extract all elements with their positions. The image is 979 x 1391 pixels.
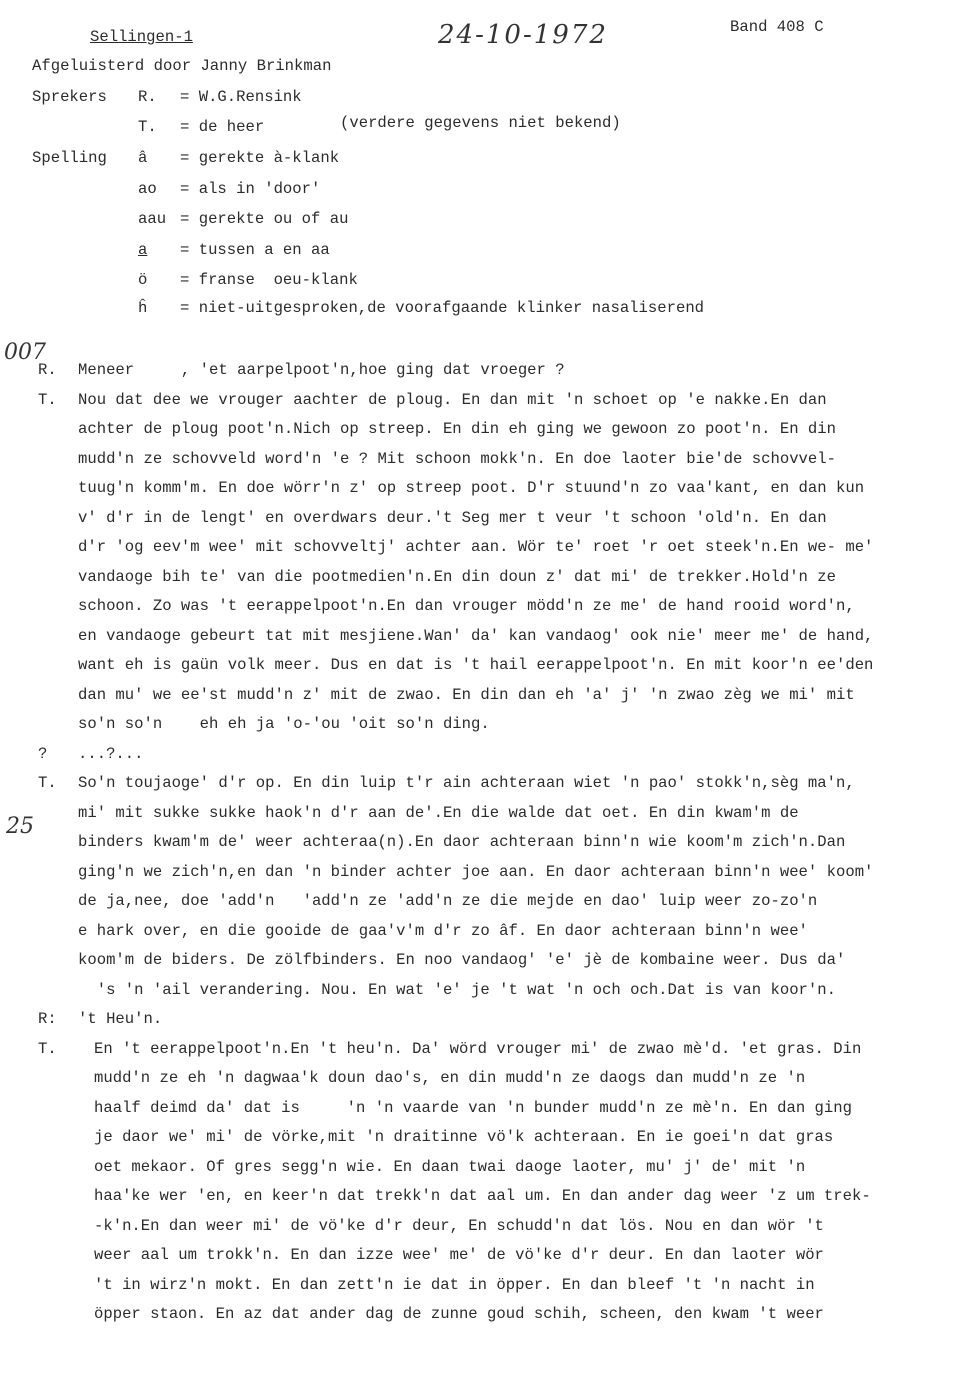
speaker-marker: T. <box>38 390 57 409</box>
speaker-marker: T. <box>38 1039 57 1058</box>
transcript-line: 't in wirz'n mokt. En dan zett'n ie dat in öpper. En dan bleef 't 'n nacht in <box>94 1275 815 1294</box>
transcript-line: -k'n.En dan weer mi' de vö'ke d'r deur, En schudd'n dat lös. Nou en dan wör 't <box>94 1216 824 1235</box>
transcript-line: ...?... <box>78 744 144 763</box>
margin-counter-note: 25 <box>6 814 34 839</box>
transcript-line: want eh is gaün volk meer. Dus en dat is 't hail eerappelpoot'n. En mit koor'n ee'den <box>78 656 874 674</box>
transcript-line: 's 'n 'ail verandering. Nou. En wat 'e' je 't wat 'n och och.Dat is van koor'n. <box>78 980 836 999</box>
spelling-desc: = franse oeu-klank <box>180 271 358 289</box>
spelling-code: ao <box>138 180 157 198</box>
transcript-line: so'n so'n eh eh ja 'o-'ou 'oit so'n ding. <box>78 715 490 733</box>
spelling-desc: = gerekte à-klank <box>180 149 340 167</box>
speaker-desc: = de heer <box>180 118 265 136</box>
handwritten-date: 24-10-1972 <box>438 20 608 50</box>
speaker-marker: R. <box>38 361 57 379</box>
speaker-marker: R: <box>38 1010 57 1028</box>
spelling-desc: = als in 'door' <box>180 180 321 198</box>
transcript-line: ging'n we zich'n,en dan 'n binder achter joe aan. En daor achteraan binn'n wee' koom' <box>78 862 874 881</box>
transcript-line: achter de ploug poot'n.Nich op streep. En din eh ging we gewoon zo poot'n. En din <box>78 420 836 438</box>
speaker-code: R. <box>138 88 157 106</box>
transcript-line: tuug'n komm'm. En doe wörr'n z' op streep poot. D'r stuund'n zo vaa'kant, en dan kun <box>78 479 865 497</box>
speaker-code: T. <box>138 118 157 136</box>
spelling-label: Spelling <box>32 149 107 167</box>
transcript-line: öpper staon. En az dat ander dag de zunne goud schih, scheen, den kwam 't weer <box>94 1305 824 1323</box>
transcript-line: haa'ke wer 'en, en keer'n dat trekk'n dat aal um. En dan ander dag weer 'z um trek- <box>94 1187 871 1205</box>
transcript-line: Meneer , 'et aarpelpoot'n,hoe ging dat vroeger ? <box>78 361 565 379</box>
transcript-line: oet mekaor. Of gres segg'n wie. En daan twai daoge laoter, mu' j' de' mit 'n <box>94 1157 806 1176</box>
transcript-line: de ja,nee, doe 'add'n 'add'n ze 'add'n ze die mejde en dao' luip weer zo-zo'n <box>78 892 818 910</box>
transcript-line: En 't eerappelpoot'n.En 't heu'n. Da' wörd vrouger mi' de zwao mè'd. 'et gras. Din <box>94 1039 862 1058</box>
spelling-code: â <box>138 149 148 167</box>
transcript-line: vandaoge bih te' van die pootmedien'n.En din doun z' dat mi' de trekker.Hold'n ze <box>78 567 836 586</box>
transcript-line: schoon. Zo was 't eerappelpoot'n.En dan vrouger mödd'n ze me' de hand rooid word'n, <box>78 597 855 615</box>
transcript-line: mi' mit sukke sukke haok'n d'r aan de'.En die walde dat oet. En din kwam'm de <box>78 803 799 822</box>
spelling-code: ĥ <box>138 299 148 317</box>
transcript-line: koom'm de biders. De zölfbinders. En noo vandaog' 'e' jè de kombaine weer. Dus da' <box>78 951 846 969</box>
speaker-marker: T. <box>38 774 57 792</box>
transcript-line: en vandaoge gebeurt tat mit mesjiene.Wan' da' kan vandaog' ook nie' meer me' de hand, <box>78 626 874 645</box>
speaker-desc: = W.G.Rensink <box>180 88 302 106</box>
margin-counter-note: 007 <box>4 340 46 365</box>
transcript-line: So'n toujaoge' d'r op. En din luip t'r ain achteraan wiet 'n pao' stokk'n,sèg ma'n, <box>78 774 855 792</box>
speaker-note: (verdere gegevens niet bekend) <box>340 114 621 132</box>
document-title: Sellingen-1 <box>90 28 193 46</box>
transcript-line: 't Heu'n. <box>78 1010 163 1028</box>
transcript-line: d'r 'og eev'm wee' mit schovveltj' achter aan. Wör te' roet 'r oet steek'n.En we- me' <box>78 538 874 556</box>
band-number: Band 408 C <box>730 18 824 36</box>
spelling-desc: = tussen a en aa <box>180 241 330 259</box>
transcript-line: dan mu' we ee'st mudd'n z' mit de zwao. En din dan eh 'a' j' 'n zwao zèg we mi' mit <box>78 685 855 704</box>
transcript-line: mudd'n ze eh 'n dagwaa'k doun dao's, en din mudd'n ze daogs dan mudd'n ze 'n <box>94 1069 806 1087</box>
transcript-line: Nou dat dee we vrouger aachter de ploug. En dan mit 'n schoet op 'e nakke.En dan <box>78 390 827 409</box>
speakers-label: Sprekers <box>32 88 107 106</box>
spelling-code: aau <box>138 210 167 228</box>
speaker-marker: ? <box>38 744 48 763</box>
listened-by: Afgeluisterd door Janny Brinkman <box>32 57 332 75</box>
transcript-line: haalf deimd da' dat is 'n 'n vaarde van 'n bunder mudd'n ze mè'n. En dan ging <box>94 1098 852 1117</box>
transcript-line: e hark over, en die gooide de gaa'v'm d'r zo âf. En daor achteraan binn'n wee' <box>78 921 808 940</box>
transcript-line: mudd'n ze schovveld word'n 'e ? Mit schoon mokk'n. En doe laoter bie'de schovvel- <box>78 449 836 468</box>
transcript-line: je daor we' mi' de vörke,mit 'n draitinne vö'k achteraan. En ie goei'n dat gras <box>94 1128 834 1146</box>
spelling-code: ö <box>138 271 148 289</box>
transcript-line: binders kwam'm de' weer achteraa(n).En daor achteraan binn'n wie koom'm zich'n.Dan <box>78 833 846 851</box>
spelling-desc: = gerekte ou of au <box>180 210 349 228</box>
spelling-code: a <box>138 241 148 259</box>
transcript-line: v' d'r in de lengt' en overdwars deur.'t Seg mer t veur 't schoon 'old'n. En dan <box>78 508 827 527</box>
spelling-desc: = niet-uitgesproken,de voorafgaande klinker nasaliserend <box>180 299 705 317</box>
transcript-line: weer aal um trokk'n. En dan izze wee' me' de vö'ke d'r deur. En dan laoter wör <box>94 1246 824 1264</box>
